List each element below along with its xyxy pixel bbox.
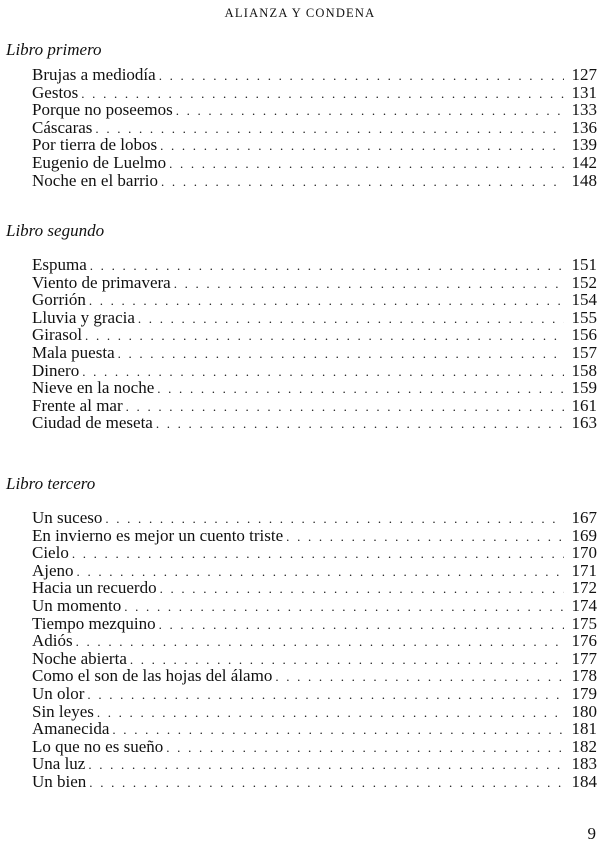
dot-leader bbox=[156, 415, 564, 433]
toc-entry[interactable] bbox=[32, 362, 597, 380]
dot-leader bbox=[174, 275, 564, 293]
dot-leader bbox=[105, 510, 564, 528]
entry-page: 157 bbox=[571, 342, 597, 362]
entry-page: 172 bbox=[571, 578, 597, 598]
entry-title: Por tierra de lobos bbox=[32, 135, 158, 155]
entry-page: 170 bbox=[571, 543, 597, 563]
entry-title: Cáscaras bbox=[32, 117, 93, 137]
toc-entry[interactable] bbox=[32, 667, 597, 685]
toc-entry[interactable] bbox=[32, 344, 597, 362]
toc-entry[interactable] bbox=[32, 773, 597, 791]
toc-list-libro-segundo bbox=[32, 256, 597, 432]
entry-title: Una luz bbox=[32, 754, 86, 774]
entry-page: 181 bbox=[571, 719, 597, 739]
entry-title: Espuma bbox=[32, 255, 87, 274]
entry-page: 151 bbox=[571, 255, 597, 274]
entry-page: 163 bbox=[571, 413, 597, 433]
dot-leader bbox=[159, 616, 564, 634]
entry-title: Gorrión bbox=[32, 290, 86, 310]
entry-page: 127 bbox=[571, 65, 597, 84]
toc-entry[interactable] bbox=[32, 755, 597, 773]
entry-title: En invierno es mejor un cuento triste bbox=[32, 525, 284, 545]
toc-entry[interactable] bbox=[32, 597, 597, 615]
dot-leader bbox=[88, 756, 564, 774]
toc-entry[interactable] bbox=[32, 154, 597, 172]
dot-leader bbox=[161, 173, 564, 191]
entry-title: Viento de primavera bbox=[32, 272, 171, 292]
toc-entry[interactable] bbox=[32, 326, 597, 344]
toc-entry[interactable] bbox=[32, 720, 597, 738]
entry-title: Ajeno bbox=[32, 560, 74, 580]
entry-title: Noche abierta bbox=[32, 648, 127, 668]
dot-leader bbox=[95, 120, 564, 138]
entry-title: Cielo bbox=[32, 543, 69, 563]
section-title-libro-segundo: Libro segundo bbox=[6, 221, 105, 240]
entry-page: 179 bbox=[571, 683, 597, 703]
dot-leader bbox=[160, 580, 564, 598]
entry-title: Girasol bbox=[32, 325, 83, 345]
dot-leader bbox=[157, 380, 564, 398]
section-title-libro-tercero: Libro tercero bbox=[6, 474, 96, 493]
entry-page: 155 bbox=[571, 307, 597, 327]
dot-leader bbox=[275, 668, 564, 686]
entry-page: 131 bbox=[571, 82, 597, 102]
dot-leader bbox=[138, 310, 564, 328]
entry-page: 167 bbox=[571, 508, 597, 527]
dot-leader bbox=[159, 67, 564, 85]
entry-page: 180 bbox=[571, 701, 597, 721]
dot-leader bbox=[169, 155, 564, 173]
entry-title: Eugenio de Luelmo bbox=[32, 152, 167, 172]
entry-title: Adiós bbox=[32, 631, 73, 651]
entry-page: 169 bbox=[571, 525, 597, 545]
entry-page: 178 bbox=[571, 666, 597, 686]
toc-entry[interactable] bbox=[32, 101, 597, 119]
entry-page: 156 bbox=[571, 325, 597, 345]
entry-title: Porque no poseemos bbox=[32, 100, 173, 120]
toc-entry[interactable] bbox=[32, 685, 597, 703]
entry-page: 159 bbox=[571, 378, 597, 398]
dot-leader bbox=[72, 545, 564, 563]
entry-page: 182 bbox=[571, 736, 597, 756]
entry-page: 133 bbox=[571, 100, 597, 120]
entry-page: 171 bbox=[571, 560, 597, 580]
toc-entry[interactable] bbox=[32, 703, 597, 721]
toc-entry[interactable] bbox=[32, 291, 597, 309]
entry-title: Hacia un recuerdo bbox=[32, 578, 157, 598]
toc-entry[interactable] bbox=[32, 544, 597, 562]
dot-leader bbox=[90, 257, 564, 275]
entry-page: 184 bbox=[571, 771, 597, 791]
toc-entry[interactable] bbox=[32, 527, 597, 545]
entry-page: 154 bbox=[571, 290, 597, 310]
running-header: ALIANZA Y CONDENA bbox=[224, 6, 376, 20]
toc-entry[interactable] bbox=[32, 397, 597, 415]
toc-list-libro-primero bbox=[32, 66, 597, 189]
dot-leader bbox=[160, 137, 564, 155]
entry-title: Nieve en la noche bbox=[32, 378, 155, 398]
toc-entry[interactable] bbox=[32, 738, 597, 756]
dot-leader bbox=[87, 686, 564, 704]
toc-entry[interactable] bbox=[32, 379, 597, 397]
dot-leader bbox=[82, 363, 564, 381]
entry-title: Ciudad de meseta bbox=[32, 413, 153, 433]
entry-title: Lluvia y gracia bbox=[32, 307, 135, 327]
toc-entry[interactable] bbox=[32, 256, 597, 274]
toc-entry[interactable] bbox=[32, 136, 597, 154]
entry-page: 148 bbox=[571, 170, 597, 190]
dot-leader bbox=[89, 774, 564, 792]
entry-title: Un olor bbox=[32, 683, 85, 703]
dot-leader bbox=[118, 345, 564, 363]
entry-title: Gestos bbox=[32, 82, 79, 102]
entry-title: Un bien bbox=[32, 771, 87, 791]
toc-entry[interactable] bbox=[32, 509, 597, 527]
entry-title: Noche en el barrio bbox=[32, 170, 159, 190]
section-title-libro-primero: Libro primero bbox=[6, 40, 102, 59]
entry-page: 136 bbox=[571, 117, 597, 137]
dot-leader bbox=[286, 528, 564, 546]
entry-page: 161 bbox=[571, 395, 597, 415]
dot-leader bbox=[89, 292, 564, 310]
entry-title: Amanecida bbox=[32, 719, 110, 739]
toc-entry[interactable] bbox=[32, 562, 597, 580]
toc-list-libro-tercero bbox=[32, 509, 597, 791]
dot-leader bbox=[176, 102, 564, 120]
entry-page: 142 bbox=[571, 152, 597, 172]
dot-leader bbox=[124, 598, 564, 616]
entry-title: Como el son de las hojas del álamo bbox=[32, 666, 273, 686]
entry-title: Un suceso bbox=[32, 508, 103, 527]
dot-leader bbox=[112, 721, 564, 739]
entry-title: Sin leyes bbox=[32, 701, 94, 721]
toc-entry[interactable] bbox=[32, 615, 597, 633]
dot-leader bbox=[126, 398, 564, 416]
entry-title: Brujas a mediodía bbox=[32, 65, 156, 84]
entry-page: 152 bbox=[571, 272, 597, 292]
entry-title: Tiempo mezquino bbox=[32, 613, 156, 633]
page-number: 9 bbox=[587, 824, 596, 843]
toc-entry[interactable] bbox=[32, 66, 597, 84]
entry-page: 176 bbox=[571, 631, 597, 651]
dot-leader bbox=[76, 633, 564, 651]
entry-page: 174 bbox=[571, 595, 597, 615]
toc-entry[interactable] bbox=[32, 172, 597, 190]
toc-entry[interactable] bbox=[32, 650, 597, 668]
entry-title: Frente al mar bbox=[32, 395, 123, 415]
toc-entry[interactable] bbox=[32, 414, 597, 432]
entry-title: Lo que no es sueño bbox=[32, 736, 164, 756]
entry-title: Dinero bbox=[32, 360, 80, 380]
entry-page: 175 bbox=[571, 613, 597, 633]
entry-page: 183 bbox=[571, 754, 597, 774]
entry-page: 139 bbox=[571, 135, 597, 155]
toc-entry[interactable] bbox=[32, 632, 597, 650]
entry-page: 177 bbox=[571, 648, 597, 668]
entry-page: 158 bbox=[571, 360, 597, 380]
dot-leader bbox=[97, 704, 564, 722]
toc-entry[interactable] bbox=[32, 309, 597, 327]
entry-title: Un momento bbox=[32, 595, 122, 615]
toc-entry[interactable] bbox=[32, 84, 597, 102]
toc-entry[interactable] bbox=[32, 274, 597, 292]
entry-title: Mala puesta bbox=[32, 342, 115, 362]
toc-entry[interactable] bbox=[32, 119, 597, 137]
toc-entry[interactable] bbox=[32, 579, 597, 597]
dot-leader bbox=[166, 739, 564, 757]
dot-leader bbox=[85, 327, 564, 345]
